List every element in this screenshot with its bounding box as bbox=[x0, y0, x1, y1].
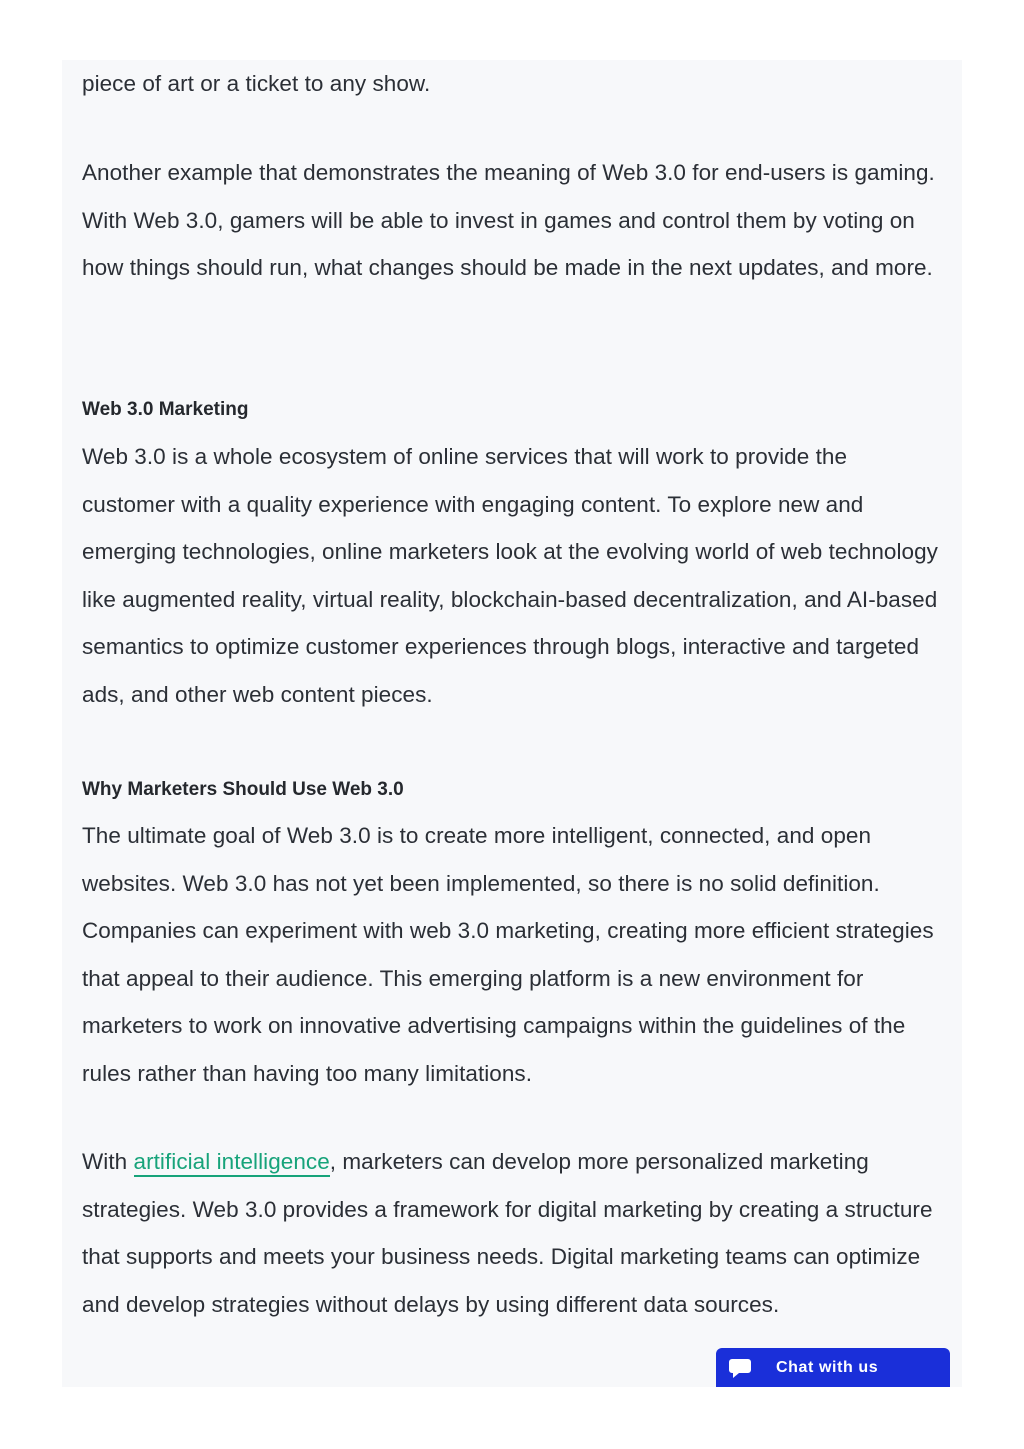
paragraph: The ultimate goal of Web 3.0 is to create more intelligent, connected, and open websites. Web 3.0 has not yet been implemented, so there is no solid definition. Companies can experiment with web 3.0 marketing, creating more efficient strategies that appeal to their audience. This emerging platform is a new environment for marketers to work on innovative advertising campaigns within the guidelines of the rules rather than having too many limitations. bbox=[82, 823, 934, 1086]
article-panel bbox=[62, 60, 962, 1387]
chat-bubble-icon bbox=[729, 1357, 751, 1379]
paragraph: Another example that demonstrates the meaning of Web 3.0 for end-users is gaming. With Web 3.0, gamers will be able to invest in games and control them by voting on how things should run, what changes should be made in the next updates, and more. bbox=[82, 160, 935, 281]
section-heading: Why Marketers Should Use Web 3.0 bbox=[82, 779, 404, 800]
section-heading: Web 3.0 Marketing bbox=[82, 399, 249, 420]
text-span: With bbox=[82, 1149, 134, 1174]
paragraph: Web 3.0 is a whole ecosystem of online services that will work to provide the customer with a quality experience with engaging content. To explore new and emerging technologies, online marketers look at the evolving world of web technology like augmented reality, virtual reality, blockchain-based decentralization, and AI-based semantics to optimize customer experiences through blogs, interactive and targeted ads, and other web content pieces. bbox=[82, 444, 938, 707]
text-span: , marketers can develop more personalized marketing strategies. Web 3.0 provides a framework for digital marketing by creating a structure that supports and meets your business needs. Digital marketing teams can optimize and develop strategies without delays by using different data sources. bbox=[82, 1149, 933, 1317]
chat-with-us-button[interactable] bbox=[716, 1348, 950, 1387]
paragraph: piece of art or a ticket to any show. bbox=[82, 71, 431, 96]
chat-label: Chat with us bbox=[776, 1358, 879, 1376]
artificial-intelligence-link[interactable]: artificial intelligence bbox=[134, 1149, 330, 1177]
paragraph bbox=[82, 1138, 942, 1328]
